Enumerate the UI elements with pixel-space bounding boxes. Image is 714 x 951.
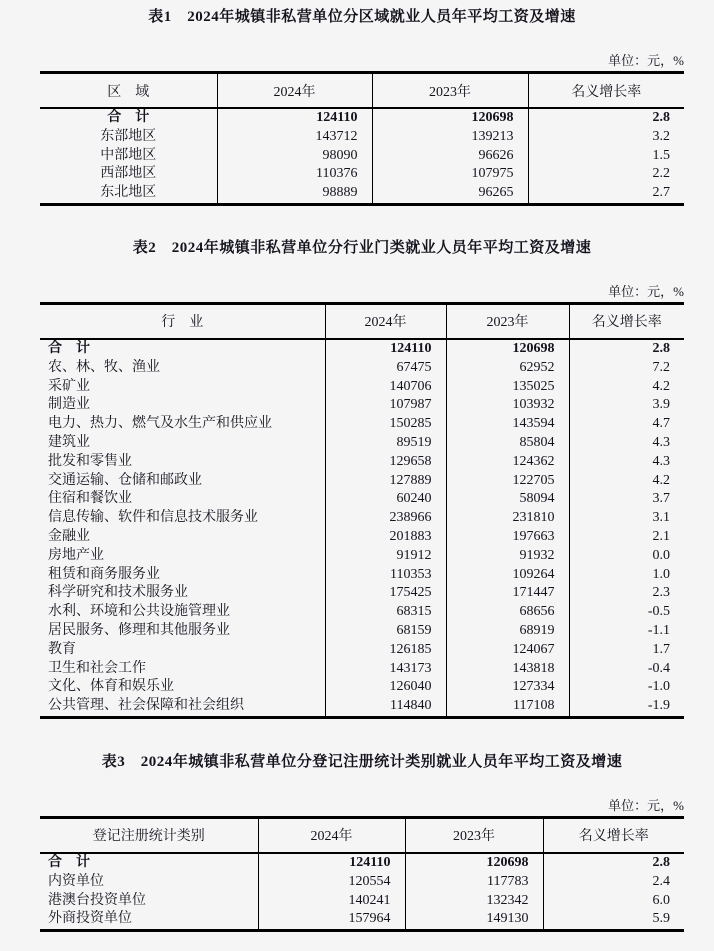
row-value: 231810 bbox=[446, 509, 569, 528]
table-row bbox=[40, 453, 684, 472]
row-value: 124110 bbox=[325, 339, 446, 359]
row-value: 4.3 bbox=[569, 434, 684, 453]
table-row bbox=[40, 584, 684, 603]
table-row bbox=[40, 359, 684, 378]
row-value: 124110 bbox=[258, 853, 405, 873]
row-value: 68656 bbox=[446, 603, 569, 622]
table-row bbox=[40, 873, 684, 892]
row-value: 4.2 bbox=[569, 378, 684, 397]
row-label: 合 计 bbox=[48, 854, 90, 870]
table3-section bbox=[40, 753, 684, 932]
row-value: 96265 bbox=[372, 184, 528, 204]
row-value: 143594 bbox=[446, 415, 569, 434]
table-row bbox=[40, 339, 684, 359]
row-value: 58094 bbox=[446, 490, 569, 509]
header-cell-registration-type: 登记注册统计类别 bbox=[40, 817, 258, 853]
row-value: 197663 bbox=[446, 528, 569, 547]
row-label: 水利、环境和公共设施管理业 bbox=[48, 604, 230, 620]
row-value: 68159 bbox=[325, 622, 446, 641]
row-value: 127334 bbox=[446, 678, 569, 697]
row-value: 68919 bbox=[446, 622, 569, 641]
row-value: 117108 bbox=[446, 697, 569, 717]
row-label: 交通运输、仓储和邮政业 bbox=[48, 472, 202, 488]
row-value: 96626 bbox=[372, 147, 528, 166]
row-value: 127889 bbox=[325, 472, 446, 491]
row-value: 114840 bbox=[325, 697, 446, 717]
row-label: 内资单位 bbox=[48, 873, 104, 889]
table3-body bbox=[40, 853, 684, 931]
row-value: 3.9 bbox=[569, 396, 684, 415]
header-cell-2024: 2024年 bbox=[325, 303, 446, 339]
table1-title: 表1 2024年城镇非私营单位分区域就业人员年平均工资及增速 bbox=[148, 9, 576, 25]
row-label: 房地产业 bbox=[48, 547, 104, 563]
table1-section bbox=[40, 8, 684, 206]
row-label: 金融业 bbox=[48, 528, 90, 544]
row-value: 68315 bbox=[325, 603, 446, 622]
row-label: 制造业 bbox=[48, 397, 90, 413]
table2-header-row bbox=[40, 303, 684, 339]
row-value: 120698 bbox=[446, 339, 569, 359]
row-value: 124110 bbox=[217, 108, 372, 128]
row-value: 107975 bbox=[372, 165, 528, 184]
row-label: 批发和零售业 bbox=[48, 453, 132, 469]
row-label: 教育 bbox=[48, 641, 76, 657]
row-value: 2.8 bbox=[543, 853, 684, 873]
row-value: 2.3 bbox=[569, 584, 684, 603]
table-row bbox=[40, 128, 684, 147]
row-value: 132342 bbox=[405, 892, 543, 911]
row-value: 2.7 bbox=[528, 184, 684, 204]
header-cell-growth: 名义增长率 bbox=[528, 73, 684, 109]
table3-unit-label: 单位：元，% bbox=[608, 797, 684, 813]
table-row bbox=[40, 396, 684, 415]
row-value: 171447 bbox=[446, 584, 569, 603]
table-row bbox=[40, 660, 684, 679]
row-label: 外商投资单位 bbox=[48, 911, 132, 927]
row-label: 采矿业 bbox=[48, 378, 90, 394]
row-value: 98090 bbox=[217, 147, 372, 166]
header-cell-2024: 2024年 bbox=[258, 817, 405, 853]
table-row bbox=[40, 641, 684, 660]
row-value: 85804 bbox=[446, 434, 569, 453]
row-value: 143173 bbox=[325, 660, 446, 679]
row-label: 西部地区 bbox=[100, 166, 157, 182]
header-cell-growth: 名义增长率 bbox=[569, 303, 684, 339]
row-label: 居民服务、修理和其他服务业 bbox=[48, 622, 230, 638]
row-value: 1.0 bbox=[569, 566, 684, 585]
table-row bbox=[40, 528, 684, 547]
row-value: 67475 bbox=[325, 359, 446, 378]
table-row bbox=[40, 184, 684, 204]
row-value: 62952 bbox=[446, 359, 569, 378]
table-row bbox=[40, 472, 684, 491]
row-value: 60240 bbox=[325, 490, 446, 509]
row-value: 2.8 bbox=[528, 108, 684, 128]
header-cell-growth: 名义增长率 bbox=[543, 817, 684, 853]
row-value: 91912 bbox=[325, 547, 446, 566]
row-value: 238966 bbox=[325, 509, 446, 528]
table2-industry-wages bbox=[40, 302, 684, 719]
row-value: 109264 bbox=[446, 566, 569, 585]
row-value: 140241 bbox=[258, 892, 405, 911]
row-value: 2.8 bbox=[569, 339, 684, 359]
row-value: 110353 bbox=[325, 566, 446, 585]
table3-registration-type-wages bbox=[40, 816, 684, 932]
table1-unit-label: 单位：元，% bbox=[608, 53, 684, 68]
row-value: 1.5 bbox=[528, 147, 684, 166]
row-value: 3.7 bbox=[569, 490, 684, 509]
row-value: 89519 bbox=[325, 434, 446, 453]
table-row bbox=[40, 108, 684, 128]
row-value: 140706 bbox=[325, 378, 446, 397]
table-row bbox=[40, 509, 684, 528]
table2-unit-label: 单位：元，% bbox=[608, 283, 684, 299]
row-value: 5.9 bbox=[543, 910, 684, 930]
row-label: 卫生和社会工作 bbox=[48, 660, 146, 676]
row-value: 4.2 bbox=[569, 472, 684, 491]
row-value: 124067 bbox=[446, 641, 569, 660]
table-row bbox=[40, 415, 684, 434]
row-label: 公共管理、社会保障和社会组织 bbox=[48, 698, 244, 714]
table-row bbox=[40, 910, 684, 930]
row-label: 东北地区 bbox=[100, 185, 157, 201]
row-value: 143712 bbox=[217, 128, 372, 147]
row-value: 135025 bbox=[446, 378, 569, 397]
row-value: 2.2 bbox=[528, 165, 684, 184]
row-value: 120698 bbox=[372, 108, 528, 128]
row-label: 住宿和餐饮业 bbox=[48, 491, 132, 507]
row-value: 107987 bbox=[325, 396, 446, 415]
header-cell-2023: 2023年 bbox=[446, 303, 569, 339]
row-value: -0.4 bbox=[569, 660, 684, 679]
row-value: -1.0 bbox=[569, 678, 684, 697]
row-value: 91932 bbox=[446, 547, 569, 566]
table-row bbox=[40, 853, 684, 873]
row-value: 129658 bbox=[325, 453, 446, 472]
row-label: 农、林、牧、渔业 bbox=[48, 359, 160, 375]
row-label: 文化、体育和娱乐业 bbox=[48, 679, 174, 695]
row-value: 120554 bbox=[258, 873, 405, 892]
table-row bbox=[40, 547, 684, 566]
table-row bbox=[40, 434, 684, 453]
row-value: 139213 bbox=[372, 128, 528, 147]
header-cell-2023: 2023年 bbox=[405, 817, 543, 853]
row-value: 201883 bbox=[325, 528, 446, 547]
table-row bbox=[40, 678, 684, 697]
row-value: 120698 bbox=[405, 853, 543, 873]
row-label: 港澳台投资单位 bbox=[48, 892, 146, 908]
table2-title: 表2 2024年城镇非私营单位分行业门类就业人员年平均工资及增速 bbox=[132, 239, 592, 256]
row-label: 合 计 bbox=[107, 110, 150, 125]
row-value: -0.5 bbox=[569, 603, 684, 622]
table-row bbox=[40, 490, 684, 509]
table-row bbox=[40, 378, 684, 397]
row-value: 4.7 bbox=[569, 415, 684, 434]
table-row bbox=[40, 622, 684, 641]
row-value: 4.3 bbox=[569, 453, 684, 472]
table3-title: 表3 2024年城镇非私营单位分登记注册统计类别就业人员年平均工资及增速 bbox=[101, 753, 623, 770]
row-label: 信息传输、软件和信息技术服务业 bbox=[48, 510, 258, 526]
table-row bbox=[40, 566, 684, 585]
row-label: 租赁和商务服务业 bbox=[48, 566, 160, 582]
row-value: 0.0 bbox=[569, 547, 684, 566]
row-value: -1.1 bbox=[569, 622, 684, 641]
row-label: 电力、热力、燃气及水生产和供应业 bbox=[48, 416, 272, 432]
row-value: 150285 bbox=[325, 415, 446, 434]
row-label: 建筑业 bbox=[48, 434, 90, 450]
table-row bbox=[40, 603, 684, 622]
row-value: 124362 bbox=[446, 453, 569, 472]
row-value: 126185 bbox=[325, 641, 446, 660]
row-label: 中部地区 bbox=[100, 147, 157, 163]
table1-region-wages bbox=[40, 71, 684, 206]
table2-section bbox=[40, 239, 684, 719]
row-value: 143818 bbox=[446, 660, 569, 679]
table2-body bbox=[40, 339, 684, 717]
row-value: 149130 bbox=[405, 910, 543, 930]
row-label: 东部地区 bbox=[100, 128, 157, 144]
row-value: 117783 bbox=[405, 873, 543, 892]
row-value: 1.7 bbox=[569, 641, 684, 660]
row-value: 157964 bbox=[258, 910, 405, 930]
row-value: 110376 bbox=[217, 165, 372, 184]
row-value: 2.4 bbox=[543, 873, 684, 892]
row-value: 103932 bbox=[446, 396, 569, 415]
row-value: 122705 bbox=[446, 472, 569, 491]
header-cell-region: 区 域 bbox=[40, 73, 217, 109]
header-cell-industry: 行 业 bbox=[40, 303, 325, 339]
row-value: 6.0 bbox=[543, 892, 684, 911]
header-cell-2023: 2023年 bbox=[372, 73, 528, 109]
row-value: 126040 bbox=[325, 678, 446, 697]
header-cell-2024: 2024年 bbox=[217, 73, 372, 109]
row-value: 175425 bbox=[325, 584, 446, 603]
row-value: 3.1 bbox=[569, 509, 684, 528]
table-row bbox=[40, 147, 684, 166]
row-value: -1.9 bbox=[569, 697, 684, 717]
row-value: 2.1 bbox=[569, 528, 684, 547]
table3-header-row bbox=[40, 817, 684, 853]
table-row bbox=[40, 697, 684, 717]
table1-body bbox=[40, 108, 684, 204]
table-row bbox=[40, 165, 684, 184]
table1-header-row bbox=[40, 73, 684, 109]
row-value: 7.2 bbox=[569, 359, 684, 378]
table-row bbox=[40, 892, 684, 911]
row-value: 98889 bbox=[217, 184, 372, 204]
row-label: 合 计 bbox=[48, 340, 90, 356]
row-label: 科学研究和技术服务业 bbox=[48, 585, 188, 601]
row-value: 3.2 bbox=[528, 128, 684, 147]
